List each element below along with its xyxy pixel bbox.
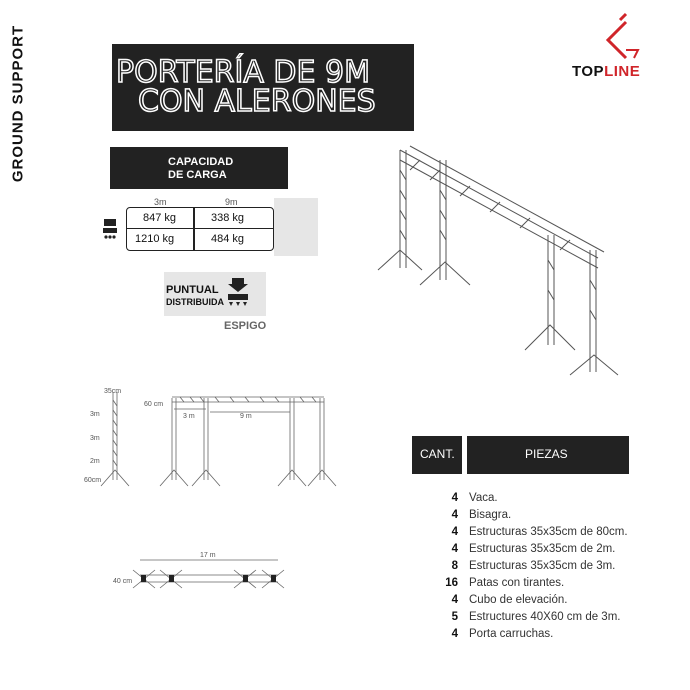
part-qty: 8: [451, 560, 458, 572]
dim-label: 9 m: [240, 413, 252, 420]
part-desc: Vaca.: [469, 492, 498, 504]
capacity-heading-line-2: DE CARGA: [168, 169, 227, 181]
legend-distributed-label: DISTRIBUIDA: [166, 297, 224, 307]
parts-header-qty: [412, 436, 462, 474]
dim-label: 35cm: [104, 388, 122, 395]
part-qty: 4: [451, 526, 458, 538]
part-qty: 4: [451, 543, 458, 555]
side-category-label: GROUND SUPPORT: [9, 24, 27, 183]
parts-header-qty-label: CANT.: [420, 447, 455, 461]
part-desc: Estructuras 35x35cm de 80cm.: [469, 526, 628, 538]
capacity-col-header-3m: 3m: [154, 197, 167, 207]
dim-label: 60 cm: [144, 401, 164, 408]
logo-top-text: TOP: [572, 63, 605, 80]
part-qty: 4: [451, 492, 458, 504]
parts-header-pieces: [467, 436, 629, 474]
capacity-heading-line-1: CAPACIDAD: [168, 156, 234, 168]
dim-label: 3 m: [183, 413, 195, 420]
title-line-1: PORTERÍA DE 9M: [116, 55, 370, 90]
dim-label: 3m: [90, 411, 100, 418]
logo-line-text: LINE: [604, 63, 641, 80]
dim-label: 2m: [90, 458, 100, 465]
part-qty: 4: [451, 509, 458, 521]
dim-label: 40 cm: [113, 578, 133, 585]
part-qty: 16: [445, 577, 458, 589]
part-qty: 4: [451, 628, 458, 640]
part-desc: Estructuras 35x35cm de 3m.: [469, 560, 616, 572]
part-desc: Estructures 40X60 cm de 3m.: [469, 611, 621, 623]
part-desc: Patas con tirantes.: [469, 577, 565, 589]
dim-label: 60cm: [84, 477, 102, 484]
parts-header-pieces-label: PIEZAS: [525, 447, 568, 461]
part-desc: Bisagra.: [469, 509, 512, 521]
dim-label: 17 m: [200, 552, 216, 559]
legend-point-label: PUNTUAL: [166, 284, 219, 296]
part-desc: Cubo de elevación.: [469, 594, 568, 606]
part-qty: 4: [451, 594, 458, 606]
legend-spigot-label: ESPIGO: [224, 320, 267, 332]
capacity-cell: 338 kg: [211, 212, 245, 224]
capacity-col-header-9m: 9m: [225, 197, 238, 207]
part-desc: Estructuras 35x35cm de 2m.: [469, 543, 616, 555]
title-line-2: CON ALERONES: [138, 84, 376, 119]
dim-label: 3m: [90, 435, 100, 442]
part-qty: 5: [451, 611, 458, 623]
capacity-cell: 1210 kg: [135, 233, 175, 245]
part-desc: Porta carruchas.: [469, 628, 554, 640]
capacity-cell: 484 kg: [211, 233, 245, 245]
capacity-cell: 847 kg: [143, 212, 177, 224]
